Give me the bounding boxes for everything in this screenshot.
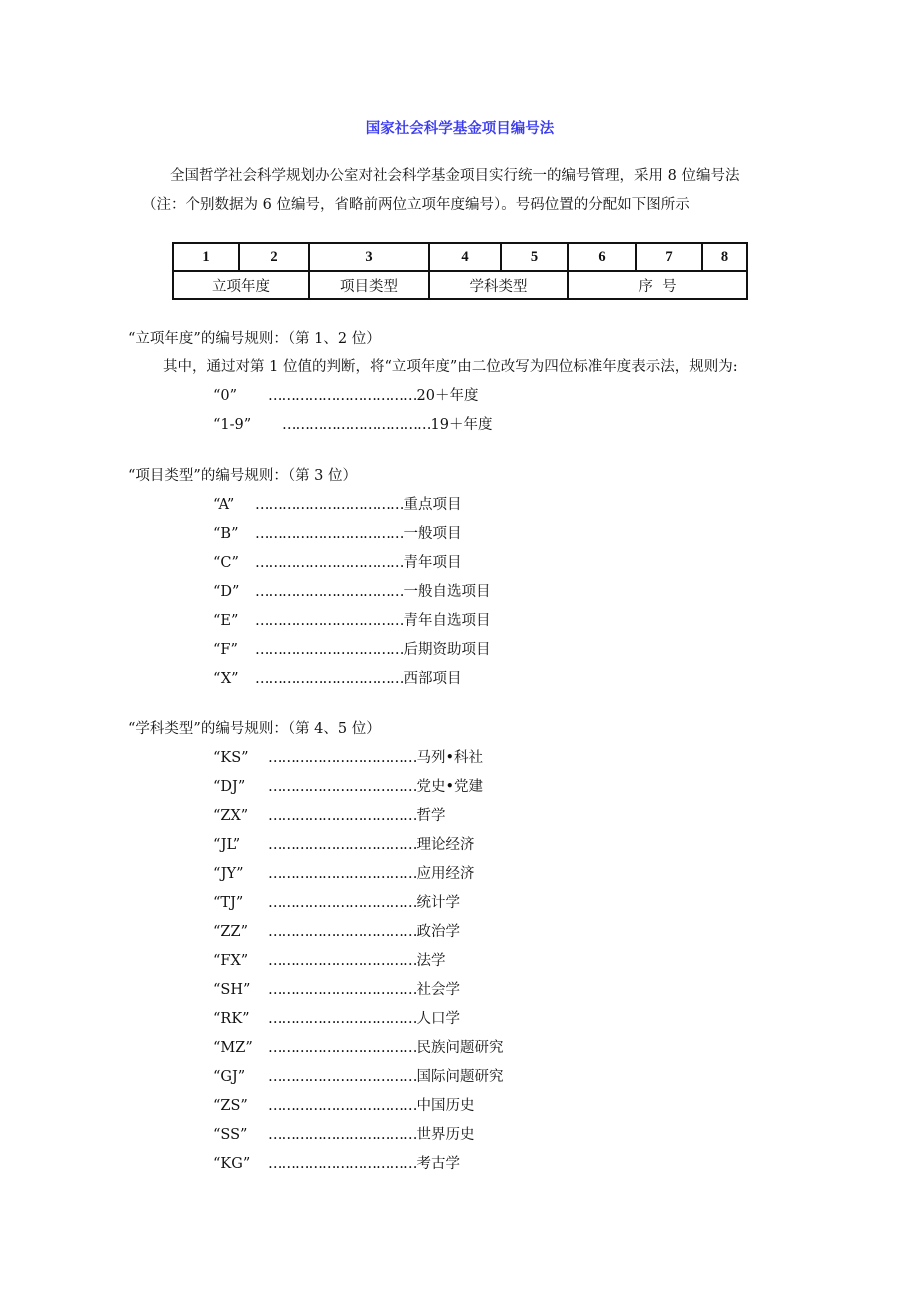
dot-leader: …………………………… bbox=[268, 750, 417, 766]
list-item bbox=[213, 665, 491, 694]
item-value: 国际问题研究 bbox=[416, 1069, 504, 1085]
item-code: “GJ” bbox=[213, 1069, 246, 1085]
item-code: “RK” bbox=[213, 1011, 250, 1027]
item-code: “SS” bbox=[213, 1127, 248, 1143]
list-item bbox=[213, 636, 491, 665]
list-item bbox=[213, 578, 491, 607]
item-value: 一般自选项目 bbox=[403, 584, 491, 600]
item-code: “DJ” bbox=[213, 779, 246, 795]
item-code: “KG” bbox=[213, 1156, 251, 1172]
dot-leader: …………………………… bbox=[268, 953, 417, 969]
document-title: 国家社会科学基金项目编号法 bbox=[365, 120, 555, 137]
item-code: “JY” bbox=[213, 866, 244, 882]
dot-leader: …………………………… bbox=[255, 497, 404, 513]
dot-leader: …………………………… bbox=[268, 982, 417, 998]
discipline-list bbox=[213, 744, 504, 1179]
year-rules-list bbox=[213, 382, 492, 440]
group-cell: 项目类型 bbox=[309, 271, 429, 299]
digit-cell: 3 bbox=[309, 243, 429, 271]
item-value: 重点项目 bbox=[403, 497, 462, 513]
item-value: 19＋年度 bbox=[430, 417, 493, 433]
list-item bbox=[213, 773, 504, 802]
item-value: 20＋年度 bbox=[416, 388, 479, 404]
section-note-year: 其中，通过对第 1 位值的判断，将“立项年度”由二位改写为四位标准年度表示法，规则为: bbox=[163, 359, 738, 375]
dot-leader: …………………………… bbox=[268, 779, 417, 795]
dot-leader: …………………………… bbox=[282, 417, 431, 433]
list-item bbox=[213, 1034, 504, 1063]
item-value: 理论经济 bbox=[416, 837, 475, 853]
item-value: 法学 bbox=[416, 953, 446, 969]
item-code: “1-9” bbox=[213, 417, 252, 433]
item-value: 后期资助项目 bbox=[403, 642, 491, 658]
digit-cell: 1 bbox=[173, 243, 239, 271]
dot-leader: …………………………… bbox=[268, 837, 417, 853]
item-code: “D” bbox=[213, 584, 240, 600]
section-heading-discipline: “学科类型”的编号规则：（第 4、5 位） bbox=[128, 721, 381, 737]
item-value: 马列•科社 bbox=[416, 750, 484, 766]
item-value: 人口学 bbox=[416, 1011, 460, 1027]
list-item bbox=[213, 382, 492, 411]
digit-cell: 6 bbox=[568, 243, 636, 271]
item-code: “0” bbox=[213, 388, 238, 404]
dot-leader: …………………………… bbox=[268, 1040, 417, 1056]
list-item bbox=[213, 860, 504, 889]
dot-leader: …………………………… bbox=[268, 1011, 417, 1027]
dot-leader: …………………………… bbox=[255, 671, 404, 687]
item-code: “ZS” bbox=[213, 1098, 248, 1114]
list-item bbox=[213, 607, 491, 636]
dot-leader: …………………………… bbox=[255, 642, 404, 658]
list-item bbox=[213, 744, 504, 773]
list-item bbox=[213, 411, 492, 440]
project-type-list bbox=[213, 491, 491, 694]
item-value: 考古学 bbox=[416, 1156, 460, 1172]
item-code: “A” bbox=[213, 497, 235, 513]
item-code: “MZ” bbox=[213, 1040, 253, 1056]
list-item bbox=[213, 976, 504, 1005]
intro-line-1: 全国哲学社会科学规划办公室对社会科学基金项目实行统一的编号管理，采用 8 位编号法 bbox=[170, 168, 740, 184]
item-code: “ZZ” bbox=[213, 924, 248, 940]
item-value: 青年项目 bbox=[403, 555, 462, 571]
list-item bbox=[213, 1150, 504, 1179]
dot-leader: …………………………… bbox=[268, 1098, 417, 1114]
section-heading-project-type: “项目类型”的编号规则：（第 3 位） bbox=[128, 468, 358, 484]
list-item bbox=[213, 491, 491, 520]
group-cell: 学科类型 bbox=[429, 271, 568, 299]
item-value: 世界历史 bbox=[416, 1127, 475, 1143]
list-item bbox=[213, 1092, 504, 1121]
code-layout-table bbox=[172, 242, 748, 300]
list-item bbox=[213, 1005, 504, 1034]
digit-cell: 4 bbox=[429, 243, 501, 271]
item-code: “C” bbox=[213, 555, 239, 571]
item-value: 社会学 bbox=[416, 982, 460, 998]
dot-leader: …………………………… bbox=[268, 895, 417, 911]
item-code: “X” bbox=[213, 671, 239, 687]
item-code: “KS” bbox=[213, 750, 249, 766]
item-value: 青年自选项目 bbox=[403, 613, 491, 629]
list-item bbox=[213, 947, 504, 976]
item-code: “TJ” bbox=[213, 895, 244, 911]
item-value: 哲学 bbox=[416, 808, 446, 824]
item-code: “SH” bbox=[213, 982, 251, 998]
list-item bbox=[213, 520, 491, 549]
item-value: 民族问题研究 bbox=[416, 1040, 504, 1056]
group-cell: 立项年度 bbox=[173, 271, 309, 299]
item-value: 统计学 bbox=[416, 895, 460, 911]
digit-cell: 2 bbox=[239, 243, 309, 271]
list-item bbox=[213, 1063, 504, 1092]
dot-leader: …………………………… bbox=[268, 388, 417, 404]
list-item bbox=[213, 918, 504, 947]
digit-cell: 5 bbox=[501, 243, 568, 271]
item-code: “B” bbox=[213, 526, 239, 542]
item-code: “F” bbox=[213, 642, 238, 658]
item-code: “ZX” bbox=[213, 808, 249, 824]
list-item bbox=[213, 1121, 504, 1150]
dot-leader: …………………………… bbox=[268, 1069, 417, 1085]
list-item bbox=[213, 889, 504, 918]
item-value: 政治学 bbox=[416, 924, 460, 940]
item-code: “JL” bbox=[213, 837, 241, 853]
dot-leader: …………………………… bbox=[255, 526, 404, 542]
dot-leader: …………………………… bbox=[268, 1127, 417, 1143]
dot-leader: …………………………… bbox=[268, 808, 417, 824]
dot-leader: …………………………… bbox=[268, 866, 417, 882]
item-value: 中国历史 bbox=[416, 1098, 475, 1114]
dot-leader: …………………………… bbox=[255, 555, 404, 571]
item-code: “E” bbox=[213, 613, 239, 629]
item-code: “FX” bbox=[213, 953, 249, 969]
digit-cell: 8 bbox=[702, 243, 747, 271]
item-value: 一般项目 bbox=[403, 526, 462, 542]
list-item bbox=[213, 549, 491, 578]
item-value: 西部项目 bbox=[403, 671, 462, 687]
dot-leader: …………………………… bbox=[268, 1156, 417, 1172]
dot-leader: …………………………… bbox=[268, 924, 417, 940]
list-item bbox=[213, 831, 504, 860]
item-value: 应用经济 bbox=[416, 866, 475, 882]
intro-line-2: （注：个别数据为 6 位编号，省略前两位立项年度编号）。号码位置的分配如下图所示 bbox=[142, 197, 690, 213]
dot-leader: …………………………… bbox=[255, 613, 404, 629]
digit-cell: 7 bbox=[636, 243, 702, 271]
list-item bbox=[213, 802, 504, 831]
section-heading-year: “立项年度”的编号规则：（第 1、2 位） bbox=[128, 331, 381, 347]
group-cell: 序 号 bbox=[568, 271, 747, 299]
item-value: 党史•党建 bbox=[416, 779, 484, 795]
dot-leader: …………………………… bbox=[255, 584, 404, 600]
